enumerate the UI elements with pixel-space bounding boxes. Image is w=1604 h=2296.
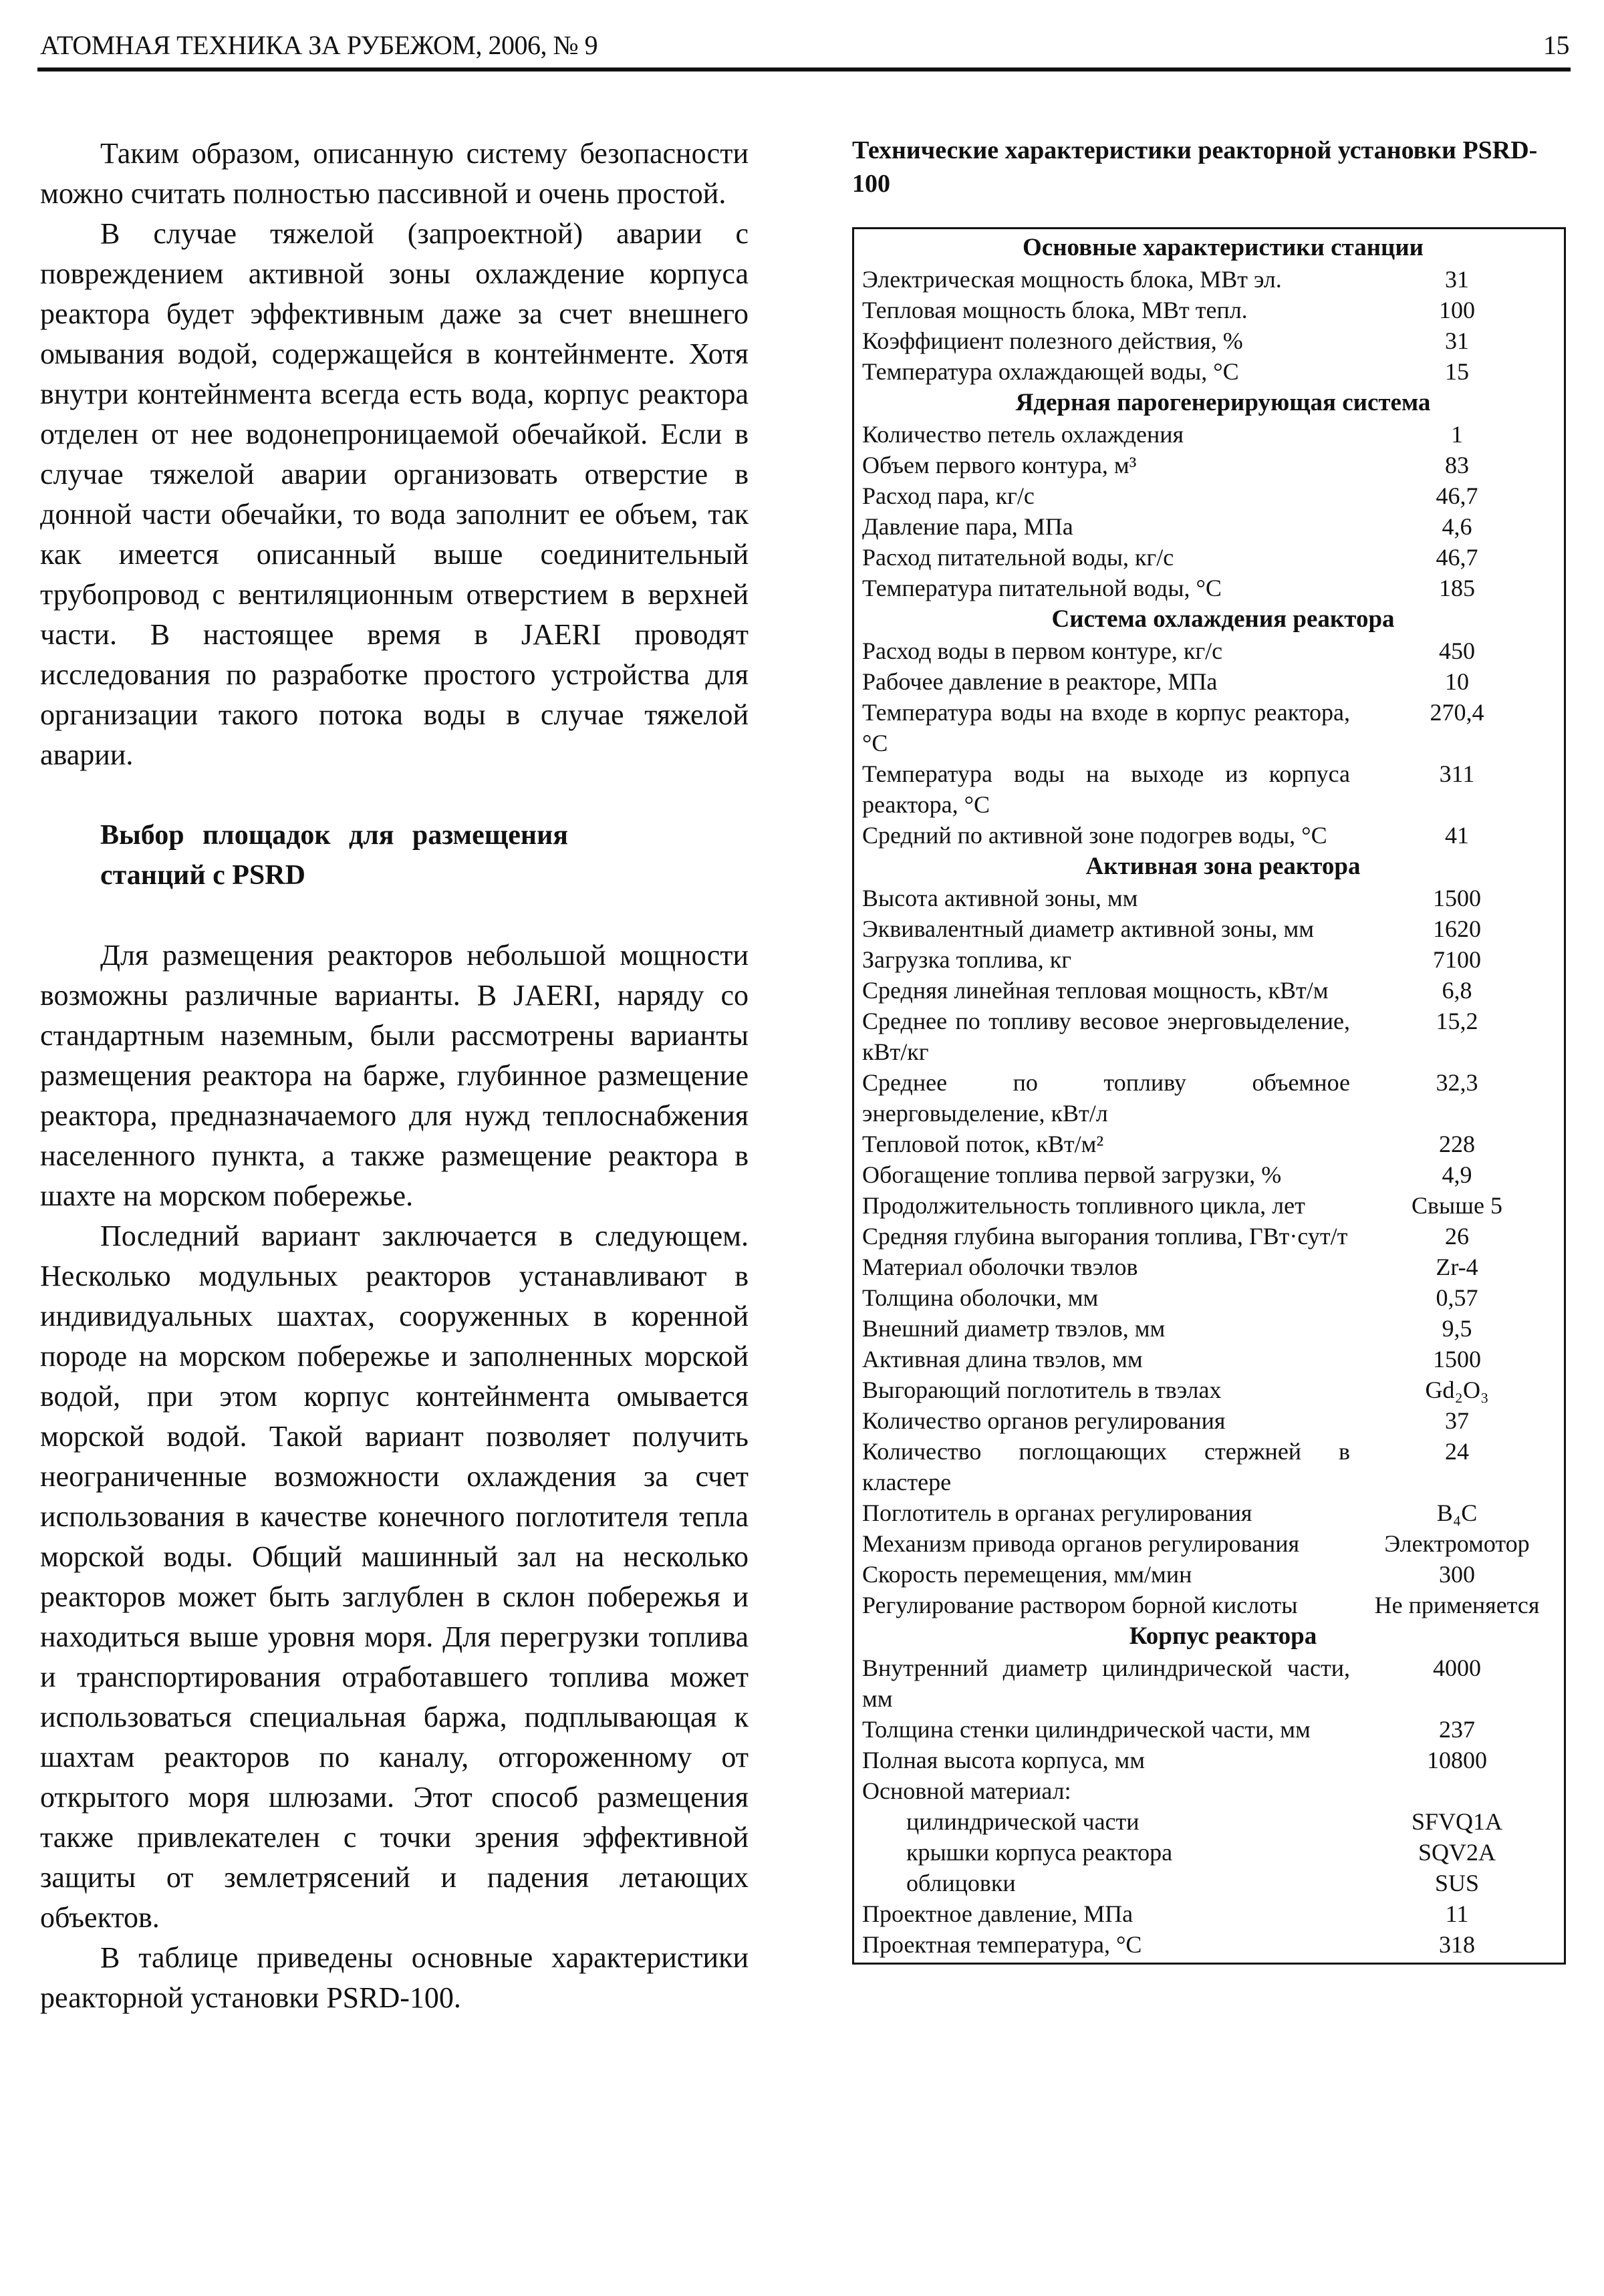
parameter-label: Толщина стенки цилиндрической части, мм <box>862 1716 1311 1743</box>
parameter-value: 24 <box>1445 1438 1469 1465</box>
parameter-label: Средняя глубина выгорания топлива, ГВт·сут/т <box>862 1223 1348 1250</box>
table-row <box>862 1590 1557 1620</box>
parameter-label: Регулирование раствором борной кислоты <box>862 1592 1298 1618</box>
parameter-value: 31 <box>1445 327 1469 354</box>
table-row <box>862 820 1557 851</box>
table-row <box>862 975 1557 1006</box>
parameter-value: 46,7 <box>1436 544 1478 571</box>
table-row <box>862 883 1557 913</box>
paragraph-2: В случае тяжелой (запроектной) аварии с повреждением активной зоны охлаждение корпуса реактора будет эффективным даже за счет внешнего омывания водой, содержащейся в контейнменте. Хотя внутри контейнмента всегда есть вода, корпус реактора отделен от нее водонепроницаемой обечайкой. Если в случае тяжелой аварии организовать отверстие в донной части обечайки, то вода заполнит ее объем, так как имеется описанный выше соединительный трубопровод с вентиляционным отверстием в верхней части. В настоящее время в JAERI проводят исследования по разработке простого устройства для организации такого потока воды в случае тяжелой аварии. <box>40 217 749 771</box>
table-row <box>862 1497 1557 1528</box>
parameter-value: 31 <box>1445 266 1469 293</box>
parameter-value: Zr-4 <box>1436 1254 1478 1280</box>
table-row <box>862 1559 1557 1590</box>
table-row <box>862 944 1557 975</box>
parameter-label: облицовки <box>906 1870 1016 1896</box>
section-heading: Выбор площадок для размещения станций с PSRD <box>100 820 568 891</box>
parameter-label: Эквивалентный диаметр активной зоны, мм <box>862 915 1315 942</box>
parameter-value: 4,6 <box>1442 513 1472 540</box>
table-row <box>862 697 1557 758</box>
parameter-label: Механизм привода органов регулирования <box>862 1530 1300 1557</box>
running-header <box>40 29 1569 67</box>
table-row <box>862 1375 1557 1405</box>
parameter-label: Поглотитель в органах регулирования <box>862 1499 1252 1526</box>
table-section-title: Система охлаждения реактора <box>1051 605 1395 633</box>
page-number: 15 <box>1543 30 1569 60</box>
parameter-label: Активная длина твэлов, мм <box>862 1346 1143 1373</box>
parameter-label: Загрузка топлива, кг <box>862 946 1071 973</box>
parameter-label: Высота активной зоны, мм <box>862 885 1138 911</box>
parameter-value: 37 <box>1445 1407 1469 1434</box>
parameter-label: Полная высота корпуса, мм <box>862 1747 1146 1773</box>
parameter-value: 228 <box>1439 1131 1475 1157</box>
table-section-title: Основные характеристики станции <box>1023 234 1424 261</box>
parameter-value: 270,4 <box>1430 699 1484 726</box>
parameter-label: крышки корпуса реактора <box>906 1839 1173 1866</box>
table-row <box>862 1837 1557 1868</box>
parameter-label: Количество петель охлаждения <box>862 421 1184 448</box>
parameter-label: Внутренний диаметр цилиндрической части, мм <box>862 1655 1350 1712</box>
table-row <box>862 1653 1557 1714</box>
table-row <box>862 1775 1557 1806</box>
parameter-value: 1500 <box>1433 885 1481 911</box>
parameter-value: 237 <box>1439 1716 1475 1743</box>
parameter-value: 6,8 <box>1442 977 1472 1004</box>
table-row <box>862 1898 1557 1929</box>
table-row <box>862 1929 1557 1960</box>
paragraph-5: В таблице приведены основные характеристики реакторной установки PSRD-100. <box>40 1941 749 2014</box>
parameter-value: 311 <box>1439 760 1475 787</box>
parameter-label: Среднее по топливу весовое энерговыделение, кВт/кг <box>862 1008 1350 1065</box>
parameter-label: Скорость перемещения, мм/мин <box>862 1561 1192 1588</box>
parameter-value: 41 <box>1445 822 1469 849</box>
table-row <box>862 480 1557 511</box>
table-row <box>862 356 1557 387</box>
parameter-label: Среднее по топливу объемное энерговыделение, кВт/л <box>862 1069 1350 1127</box>
parameter-label: Расход воды в первом контуре, кг/с <box>862 637 1223 664</box>
parameter-label: Температура воды на выходе из корпуса реактора, °С <box>862 760 1350 818</box>
paragraph-4: Последний вариант заключается в следующем. Несколько модульных реакторов устанавливают в индивидуальных шахтах, сооруженных в коренной породе на морском побережье и заполненных морской водой, при этом корпус контейнмента омывается морской водой. Такой вариант позволяет получить неограниченные возможности охлаждения за счет использования в качестве конечного поглотителя тепла морской воды. Общий машинный зал на несколько реакторов может быть заглублен в склон побережья и находиться выше уровня моря. Для перегрузки топлива и транспортирования отработавшего топлива может использоваться специальная баржа, подплывающая к шахтам реакторов по каналу, отгороженному от открытого моря шлюзами. Этот способ размещения также привлекателен с точки зрения эффективной защиты от землетрясений и падения летающих объектов. <box>40 1219 749 1934</box>
parameter-value: 300 <box>1439 1561 1475 1588</box>
table-row <box>862 573 1557 603</box>
parameter-value: 83 <box>1445 452 1469 478</box>
parameter-value: SFVQ1A <box>1411 1808 1503 1835</box>
parameter-value: Свыше 5 <box>1412 1192 1502 1219</box>
table-row <box>862 1714 1557 1745</box>
parameter-value: 4000 <box>1433 1655 1481 1681</box>
parameter-label: Температура воды на входе в корпус реактора, °С <box>862 699 1350 756</box>
parameter-label: Внешний диаметр твэлов, мм <box>862 1315 1166 1342</box>
parameter-value: 4,9 <box>1442 1161 1472 1188</box>
parameter-value: 26 <box>1445 1223 1469 1250</box>
table-row <box>862 295 1557 325</box>
table-row <box>862 1528 1557 1559</box>
parameter-label: Коэффициент полезного действия, % <box>862 327 1243 354</box>
parameter-value: 1620 <box>1433 915 1481 942</box>
parameter-label: Количество органов регулирования <box>862 1407 1226 1434</box>
parameter-value: 1 <box>1451 421 1463 448</box>
table-row <box>862 511 1557 542</box>
parameter-value: 46,7 <box>1436 482 1478 509</box>
parameter-label: Основной материал: <box>862 1777 1071 1804</box>
table-row <box>862 635 1557 666</box>
table-section-title: Ядерная парогенерирующая система <box>1015 389 1431 416</box>
parameter-value: SQV2A <box>1418 1839 1496 1866</box>
parameter-value: B₄C <box>1436 1499 1478 1526</box>
parameter-label: Тепловой поток, кВт/м² <box>862 1131 1104 1157</box>
parameter-label: Давление пара, МПа <box>862 513 1073 540</box>
parameter-label: Средний по активной зоне подогрев воды, °С <box>862 822 1327 849</box>
parameter-label: Проектное давление, МПа <box>862 1900 1133 1927</box>
parameter-value: Не применяется <box>1374 1592 1540 1618</box>
parameter-label: Рабочее давление в реакторе, МПа <box>862 668 1218 695</box>
parameter-value: 318 <box>1439 1931 1475 1958</box>
table-row <box>862 1252 1557 1282</box>
table-row <box>862 542 1557 573</box>
journal-title: АТОМНАЯ ТЕХНИКА ЗА РУБЕЖОМ, 2006, № 9 <box>40 30 598 60</box>
table-row <box>862 1313 1557 1344</box>
table-row <box>862 666 1557 697</box>
parameter-value: 1500 <box>1433 1346 1481 1373</box>
parameter-label: Температура охлаждающей воды, °С <box>862 358 1239 385</box>
header-rule <box>37 67 1571 71</box>
parameter-value: 15 <box>1445 358 1469 385</box>
parameter-value: 10 <box>1445 668 1469 695</box>
parameter-value: 100 <box>1439 297 1475 323</box>
parameter-label: Расход пара, кг/с <box>862 482 1035 509</box>
parameter-label: Количество поглощающих стержней в кластере <box>862 1438 1350 1495</box>
table-row <box>862 1159 1557 1190</box>
table-row <box>862 1190 1557 1221</box>
parameter-value: 9,5 <box>1442 1315 1472 1342</box>
table-row <box>862 1221 1557 1252</box>
table-row <box>862 1806 1557 1837</box>
parameter-label: Проектная температура, °С <box>862 1931 1142 1958</box>
paragraph-1: Таким образом, описанную систему безопасности можно считать полностью пассивной и очень простой. <box>40 137 749 210</box>
table-row <box>862 1282 1557 1313</box>
table-row <box>862 450 1557 480</box>
table-section-title: Корпус реактора <box>1129 1622 1317 1650</box>
parameter-value: 185 <box>1439 575 1475 601</box>
parameter-value: 7100 <box>1433 946 1481 973</box>
parameter-label: Температура питательной воды, °С <box>862 575 1222 601</box>
table-row <box>862 1745 1557 1775</box>
parameter-label: Объем первого контура, м³ <box>862 452 1137 478</box>
table-row <box>862 1006 1557 1067</box>
table-section-title: Активная зона реактора <box>1085 853 1361 880</box>
table-row <box>862 913 1557 944</box>
table-row <box>862 325 1557 356</box>
table-caption: Технические характеристики реакторной установки PSRD-100 <box>852 136 1538 198</box>
table-row <box>862 1405 1557 1436</box>
parameter-value: 32,3 <box>1436 1069 1478 1096</box>
parameter-value: 15,2 <box>1436 1008 1478 1034</box>
paragraph-3: Для размещения реакторов небольшой мощности возможны различные варианты. В JAERI, наряду со стандартным наземным, были рассмотрены варианты размещения реактора на барже, глубинное размещение реактора, предназначаемого для нужд теплоснабжения населенного пункта, а также размещение реактора в шахте на морском побережье. <box>40 939 749 1212</box>
table-row <box>862 1129 1557 1159</box>
parameter-label: Тепловая мощность блока, МВт тепл. <box>862 297 1248 323</box>
parameter-label: Толщина оболочки, мм <box>862 1284 1099 1311</box>
parameter-label: Электрическая мощность блока, МВт эл. <box>862 266 1282 293</box>
parameter-label: Выгорающий поглотитель в твэлах <box>862 1377 1222 1403</box>
table-row <box>862 1344 1557 1375</box>
table-row <box>862 1868 1557 1898</box>
table-row <box>862 1067 1557 1129</box>
parameter-label: Расход питательной воды, кг/с <box>862 544 1174 571</box>
table-row <box>862 758 1557 820</box>
left-column <box>40 134 749 2018</box>
table-row <box>862 264 1557 295</box>
table-row <box>862 1436 1557 1497</box>
parameter-label: Средняя линейная тепловая мощность, кВт/м <box>862 977 1329 1004</box>
specifications-table <box>852 227 1566 1965</box>
parameter-value: 10800 <box>1427 1747 1487 1773</box>
table-row <box>862 419 1557 450</box>
parameter-value: Электромотор <box>1384 1530 1530 1557</box>
parameter-label: Продолжительность топливного цикла, лет <box>862 1192 1305 1219</box>
parameter-label: Материал оболочки твэлов <box>862 1254 1138 1280</box>
parameter-value <box>1350 1775 1557 1806</box>
parameter-value: 11 <box>1445 1900 1469 1927</box>
parameter-label: цилиндрической части <box>906 1808 1140 1835</box>
parameter-label: Обогащение топлива первой загрузки, % <box>862 1161 1282 1188</box>
parameter-value: 0,57 <box>1436 1284 1478 1311</box>
parameter-value: 450 <box>1439 637 1475 664</box>
parameter-value: SUS <box>1434 1870 1480 1896</box>
right-column <box>852 134 1567 1965</box>
parameter-value: Gd₂O₃ <box>1425 1377 1489 1403</box>
